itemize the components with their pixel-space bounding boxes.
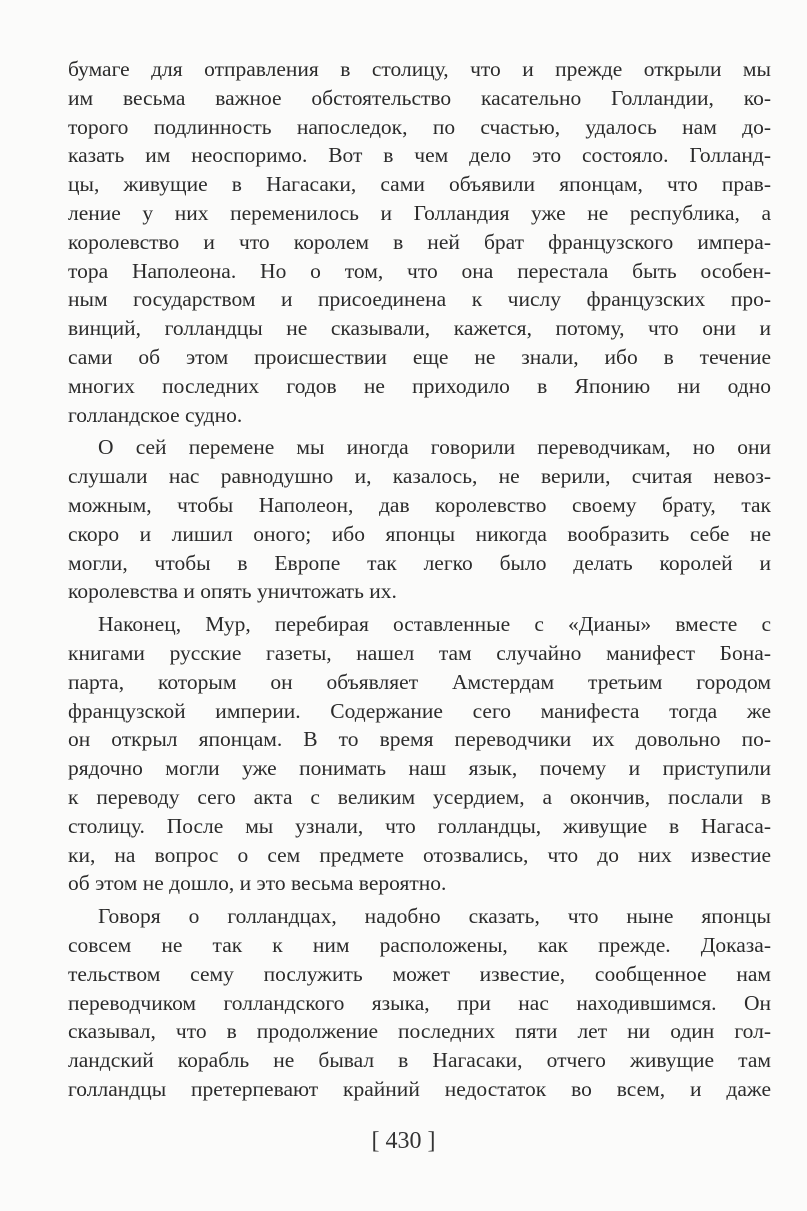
text-line: могли, чтобы в Европе так легко было делать королей и <box>68 550 771 575</box>
text-line: можным, чтобы Наполеон, дав королевство своему брату, так <box>68 492 771 517</box>
paragraph <box>68 433 771 606</box>
body-text <box>68 55 771 1108</box>
text-line: ление у них переменилось и Голландия уже не республика, а <box>68 200 771 225</box>
text-line: цы, живущие в Нагасаки, сами объявили японцам, что прав- <box>68 172 771 197</box>
text-line: об этом не дошло, и это весьма вероятно. <box>68 871 447 896</box>
text-line: им весьма важное обстоятельство касательно Голландии, ко- <box>68 85 771 110</box>
text-line: тельством сему послужить может известие, сообщенное нам <box>68 961 771 986</box>
text-line: французской империи. Содержание сего манифеста тогда же <box>68 698 771 723</box>
text-line: Наконец, Мур, перебирая оставленные с «Дианы» вместе с <box>98 612 771 637</box>
text-line: книгами русские газеты, нашел там случайно манифест Бона- <box>68 640 771 665</box>
text-line: столицу. После мы узнали, что голландцы, живущие в Нагаса- <box>68 813 771 838</box>
text-line: многих последних годов не приходило в Японию ни одно <box>68 373 771 398</box>
text-line: переводчиком голландского языка, при нас находившимся. Он <box>68 990 771 1015</box>
text-line: королевство и что королем в ней брат французского импера- <box>68 229 771 254</box>
text-line: сказывал, что в продолжение последних пяти лет ни один гол- <box>68 1019 771 1044</box>
text-line: голландцы претерпевают крайний недостаток во всем, и даже <box>68 1076 771 1101</box>
text-line: голландское судно. <box>68 402 243 427</box>
text-line: ным государством и присоединена к числу французских про- <box>68 287 771 312</box>
text-line: казать им неоспоримо. Вот в чем дело это состояло. Голланд- <box>68 143 771 168</box>
text-line: слушали нас равнодушно и, казалось, не верили, считая невоз- <box>68 464 771 489</box>
text-line: Говоря о голландцах, надобно сказать, что ныне японцы <box>98 904 771 929</box>
text-line: О сей перемене мы иногда говорили переводчикам, но они <box>98 435 771 460</box>
text-line: совсем не так к ним расположены, как прежде. Доказа- <box>68 932 771 957</box>
text-line: торого подлинность напоследок, по счастью, удалось нам до- <box>68 114 771 139</box>
text-line: ки, на вопрос о сем предмете отозвались, что до них известие <box>68 842 771 867</box>
text-line: скоро и лишил оного; ибо японцы никогда вообразить себе не <box>68 521 771 546</box>
text-line: королевства и опять уничтожать их. <box>68 579 397 604</box>
paragraph <box>68 610 771 898</box>
text-line: винций, голландцы не сказывали, кажется, потому, что они и <box>68 316 771 341</box>
text-line: он открыл японцам. В то время переводчики их довольно по- <box>68 727 771 752</box>
text-line: парта, которым он объявляет Амстердам третьим городом <box>68 669 771 694</box>
text-line: рядочно могли уже понимать наш язык, почему и приступили <box>68 756 771 781</box>
text-line: бумаге для отправления в столицу, что и прежде открыли мы <box>68 57 771 81</box>
text-line: тора Наполеона. Но о том, что она перестала быть особен- <box>68 258 771 283</box>
text-line: к переводу сего акта с великим усердием, а окончив, послали в <box>68 784 771 809</box>
page-number: [ 430 ] <box>371 1128 436 1154</box>
text-line: ландский корабль не бывал в Нагасаки, отчего живущие там <box>68 1048 771 1073</box>
text-line: сами об этом происшествии еще не знали, ибо в течение <box>68 344 771 369</box>
paragraph <box>68 902 771 1104</box>
paragraph <box>68 55 771 429</box>
